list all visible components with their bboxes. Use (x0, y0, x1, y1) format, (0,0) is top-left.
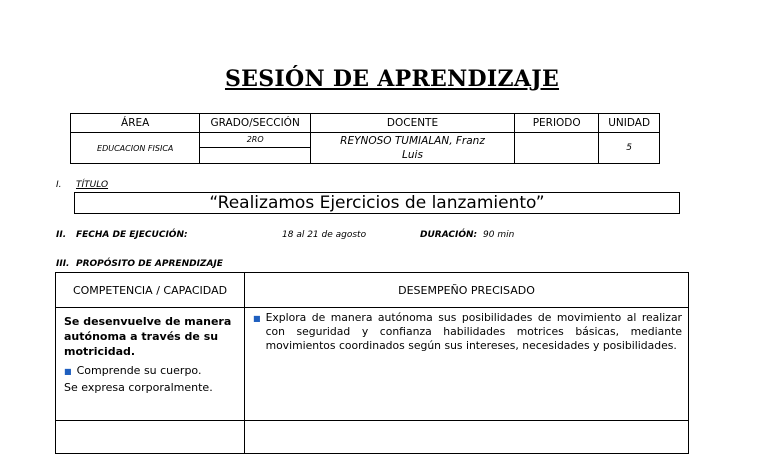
performance-header: DESEMPEÑO PRECISADO (245, 273, 689, 308)
docente-name-2: Luis (402, 149, 423, 161)
purpose-table (55, 272, 689, 454)
header-periodo: PERIODO (515, 114, 599, 133)
page-title: SESIÓN DE APRENDIZAJE (224, 66, 560, 92)
section2-number: II. (56, 230, 67, 240)
execution-date: 18 al 21 de agosto (282, 230, 367, 240)
capacity-text: Comprende su cuerpo. (76, 364, 202, 377)
header-area: ÁREA (71, 114, 200, 133)
capacity-text-2: Se expresa corporalmente. (64, 381, 213, 394)
title-box: “Realizamos Ejercicios de lanzamiento” (74, 192, 680, 214)
header-docente: DOCENTE (310, 114, 514, 133)
section1-label: TÍTULO (76, 180, 109, 190)
grado-empty (200, 147, 311, 163)
unidad-value: 5 (599, 133, 660, 164)
next-row-right (245, 421, 689, 454)
grado-value: 2RO (200, 133, 311, 148)
section2-label: FECHA DE EJECUCIÓN: (76, 230, 188, 240)
section3-label: PROPÓSITO DE APRENDIZAJE (76, 259, 223, 269)
performance-cell (245, 308, 689, 421)
next-row-left (56, 421, 245, 454)
periodo-value (515, 133, 599, 164)
competence-cell (56, 308, 245, 421)
duration-value: 90 min (483, 230, 515, 240)
bullet-icon: ■ (253, 314, 261, 323)
bullet-icon: ■ (64, 367, 72, 376)
duration-label: DURACIÓN: (420, 230, 478, 240)
capacity-item (64, 364, 238, 377)
section1-number: I. (56, 180, 62, 190)
header-unidad: UNIDAD (599, 114, 660, 133)
competence-text: Se desenvuelve de manera autónoma a través de su motricidad. (64, 315, 232, 358)
performance-text: Explora de manera autónoma sus posibilidades de movimiento al realizar con seguridad y confianza habilidades motrices básicas, mediante movimientos coordinados según sus intereses, necesidades y posibilidades. (265, 311, 682, 352)
competence-header: COMPETENCIA / CAPACIDAD (56, 273, 245, 308)
header-grado: GRADO/SECCIÓN (200, 114, 311, 133)
area-value: EDUCACION FISICA (71, 133, 200, 164)
docente-value (310, 133, 514, 164)
info-table (70, 113, 660, 164)
section3-number: III. (56, 259, 70, 269)
docente-name: REYNOSO TUMIALAN, Franz (340, 135, 485, 147)
